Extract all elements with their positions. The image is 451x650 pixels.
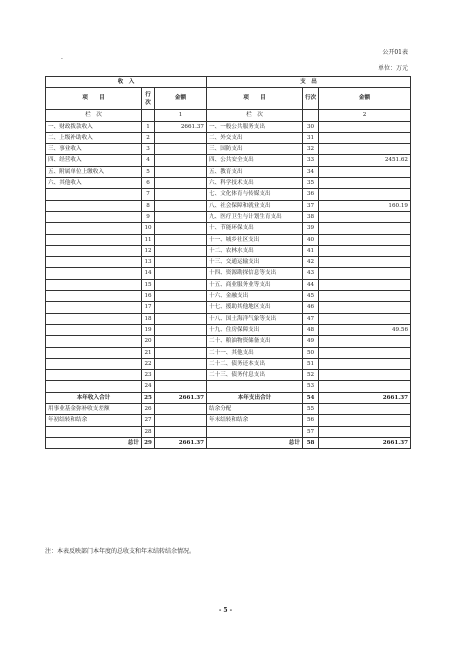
expense-amount-cell (319, 426, 411, 437)
expense-row-number: 34 (303, 166, 319, 177)
income-item-cell: 六、其他收入 (46, 178, 142, 189)
expense-row-number: 48 (303, 324, 319, 335)
income-row-number: 16 (142, 291, 155, 302)
corner-mark: . (61, 54, 63, 61)
expense-row-number: 37 (303, 200, 319, 211)
table-row (46, 268, 411, 279)
table-row (46, 404, 411, 415)
income-item-cell (46, 313, 142, 324)
expense-row-header: 行次 (303, 88, 319, 110)
income-amount-cell (155, 404, 207, 415)
income-amount-cell (155, 166, 207, 177)
expense-row-number: 41 (303, 245, 319, 256)
expense-lanci-label: 栏 次 (207, 110, 303, 121)
income-row-number: 7 (142, 189, 155, 200)
income-row-number: 10 (142, 223, 155, 234)
expense-amount-cell (319, 189, 411, 200)
expense-amount-cell (319, 268, 411, 279)
income-amount-cell (155, 358, 207, 369)
expense-amount-cell (319, 347, 411, 358)
income-amount-cell: 2661.37 (155, 392, 207, 403)
income-amount-cell (155, 426, 207, 437)
expense-item-header: 项 目 (207, 88, 303, 110)
income-amount-cell (155, 132, 207, 143)
income-row-number: 19 (142, 324, 155, 335)
income-item-cell (46, 302, 142, 313)
table-row (46, 415, 411, 426)
table-row (46, 324, 411, 335)
lanci-row (46, 110, 411, 121)
income-row-number: 17 (142, 302, 155, 313)
table-row (46, 245, 411, 256)
income-lanci-blank (142, 110, 155, 121)
income-amount-cell (155, 313, 207, 324)
table-row (46, 234, 411, 245)
income-row-number: 8 (142, 200, 155, 211)
income-item-cell (46, 324, 142, 335)
table-row (46, 178, 411, 189)
expense-row-number: 54 (303, 392, 319, 403)
income-item-cell (46, 234, 142, 245)
income-amount-cell (155, 257, 207, 268)
expense-row-number: 31 (303, 132, 319, 143)
income-item-cell (46, 223, 142, 234)
table-row (46, 155, 411, 166)
form-number: 公开01表 (382, 49, 408, 56)
expense-amount-cell (319, 121, 411, 132)
income-row-number: 24 (142, 381, 155, 392)
expense-row-number: 40 (303, 234, 319, 245)
income-row-number: 21 (142, 347, 155, 358)
expense-row-number: 32 (303, 144, 319, 155)
expense-amount-cell (319, 166, 411, 177)
income-item-header: 项 目 (46, 88, 142, 110)
expense-amount-cell (319, 132, 411, 143)
income-amount-cell (155, 324, 207, 335)
expense-item-cell: 十八、国土海洋气象等支出 (207, 313, 303, 324)
expense-amount-cell (319, 257, 411, 268)
income-row-number: 20 (142, 336, 155, 347)
expense-item-cell: 本年支出合计 (207, 392, 303, 403)
income-item-cell (46, 268, 142, 279)
income-row-number: 12 (142, 245, 155, 256)
table-row (46, 358, 411, 369)
expense-item-cell: 六、科学技术支出 (207, 178, 303, 189)
expense-amount-cell (319, 358, 411, 369)
page-number: - 5 - (218, 607, 233, 614)
income-item-cell (46, 257, 142, 268)
expense-item-cell: 总计 (207, 437, 303, 448)
income-amount-cell (155, 144, 207, 155)
expense-item-cell: 一、一般公共服务支出 (207, 121, 303, 132)
income-amount-cell (155, 381, 207, 392)
expense-row-number: 38 (303, 211, 319, 222)
income-lanci-number: 1 (155, 110, 207, 121)
expense-row-number: 47 (303, 313, 319, 324)
income-item-cell: 年初结转和结余 (46, 415, 142, 426)
income-amount-cell: 2661.37 (155, 121, 207, 132)
income-item-cell: 用事业基金弥补收支差额 (46, 404, 142, 415)
expense-item-cell: 十、节能环保支出 (207, 223, 303, 234)
income-amount-cell (155, 211, 207, 222)
expense-row-number: 55 (303, 404, 319, 415)
table-row (46, 144, 411, 155)
expense-row-number: 57 (303, 426, 319, 437)
expense-amount-cell (319, 415, 411, 426)
income-amount-cell (155, 155, 207, 166)
income-item-cell (46, 336, 142, 347)
income-amount-cell (155, 291, 207, 302)
income-amount-cell (155, 415, 207, 426)
expense-row-number: 56 (303, 415, 319, 426)
income-item-cell (46, 358, 142, 369)
expense-row-number: 35 (303, 178, 319, 189)
expense-item-cell: 二十二、债务还本支出 (207, 358, 303, 369)
expense-amount-cell: 160.19 (319, 200, 411, 211)
expense-item-cell: 结余分配 (207, 404, 303, 415)
income-row-number: 15 (142, 279, 155, 290)
table-note: 注：本表反映部门本年度的总收支和年末结转结余情况。 (45, 548, 196, 555)
expense-amount-cell (319, 279, 411, 290)
income-row-number: 2 (142, 132, 155, 143)
income-amount-cell (155, 347, 207, 358)
expense-amount-cell: 2661.37 (319, 392, 411, 403)
table-row (46, 426, 411, 437)
expense-item-cell: 十六、金融支出 (207, 291, 303, 302)
expense-lanci-number: 2 (319, 110, 411, 121)
expense-amount-cell (319, 211, 411, 222)
income-item-cell (46, 347, 142, 358)
expense-row-number: 51 (303, 358, 319, 369)
table-row (46, 392, 411, 403)
income-amount-cell (155, 178, 207, 189)
table-row (46, 437, 411, 448)
income-row-number: 25 (142, 392, 155, 403)
income-row-number: 27 (142, 415, 155, 426)
table-row (46, 381, 411, 392)
table-row (46, 370, 411, 381)
expense-lanci-blank (303, 110, 319, 121)
expense-row-number: 49 (303, 336, 319, 347)
unit-label: 单位：万元 (377, 65, 408, 72)
income-row-number: 26 (142, 404, 155, 415)
income-item-cell: 三、事业收入 (46, 144, 142, 155)
income-row-number: 11 (142, 234, 155, 245)
expense-amount-cell (319, 234, 411, 245)
income-item-cell: 二、上级补助收入 (46, 132, 142, 143)
income-amount-cell (155, 245, 207, 256)
expense-item-cell: 二、外交支出 (207, 132, 303, 143)
expense-item-cell (207, 426, 303, 437)
income-amount-cell (155, 370, 207, 381)
income-item-cell: 一、财政拨款收入 (46, 121, 142, 132)
table-row (46, 336, 411, 347)
table-row (46, 189, 411, 200)
expense-item-cell: 二十、粮油物资储备支出 (207, 336, 303, 347)
income-row-number: 23 (142, 370, 155, 381)
income-amount-cell (155, 336, 207, 347)
expense-amount-cell: 2661.37 (319, 437, 411, 448)
income-item-cell: 五、附属单位上缴收入 (46, 166, 142, 177)
income-row-number: 4 (142, 155, 155, 166)
income-row-number: 5 (142, 166, 155, 177)
expense-item-cell: 五、教育支出 (207, 166, 303, 177)
expense-amount-cell: 49.56 (319, 324, 411, 335)
income-item-cell (46, 291, 142, 302)
table-row (46, 121, 411, 132)
table-row (46, 211, 411, 222)
income-row-number: 13 (142, 257, 155, 268)
expense-item-cell: 十五、商业服务业等支出 (207, 279, 303, 290)
income-row-number: 9 (142, 211, 155, 222)
income-amount-cell (155, 279, 207, 290)
expense-row-number: 46 (303, 302, 319, 313)
income-item-cell (46, 279, 142, 290)
expense-item-cell: 十四、资源勘探信息等支出 (207, 268, 303, 279)
income-section-header: 收 入 (46, 77, 207, 88)
expense-amount-header: 金额 (319, 88, 411, 110)
expense-amount-cell (319, 291, 411, 302)
expense-amount-cell (319, 336, 411, 347)
income-expense-table (45, 76, 411, 449)
income-row-number: 29 (142, 437, 155, 448)
section-header-row (46, 77, 411, 88)
expense-amount-cell (319, 178, 411, 189)
income-item-cell: 四、经营收入 (46, 155, 142, 166)
table-row (46, 200, 411, 211)
income-item-cell (46, 200, 142, 211)
table-row (46, 302, 411, 313)
expense-item-cell: 十一、城乡社区支出 (207, 234, 303, 245)
expense-row-number: 52 (303, 370, 319, 381)
income-amount-cell (155, 189, 207, 200)
expense-amount-cell (319, 245, 411, 256)
income-item-cell: 总计 (46, 437, 142, 448)
income-row-number: 22 (142, 358, 155, 369)
table-row (46, 347, 411, 358)
table-row (46, 313, 411, 324)
expense-amount-cell (319, 144, 411, 155)
table-row (46, 279, 411, 290)
expense-amount-cell (319, 302, 411, 313)
expense-row-number: 44 (303, 279, 319, 290)
expense-section-header: 支 出 (207, 77, 411, 88)
expense-item-cell: 十三、交通运输支出 (207, 257, 303, 268)
expense-amount-cell: 2451.62 (319, 155, 411, 166)
income-row-header: 行次 (142, 88, 155, 110)
expense-row-number: 42 (303, 257, 319, 268)
expense-item-cell: 九、医疗卫生与计划生育支出 (207, 211, 303, 222)
expense-row-number: 39 (303, 223, 319, 234)
table-row (46, 132, 411, 143)
column-header-row (46, 88, 411, 110)
expense-amount-cell (319, 381, 411, 392)
expense-amount-cell (319, 223, 411, 234)
income-amount-cell: 2661.37 (155, 437, 207, 448)
income-amount-cell (155, 234, 207, 245)
expense-item-cell: 四、公共安全支出 (207, 155, 303, 166)
table-row (46, 291, 411, 302)
expense-amount-cell (319, 370, 411, 381)
expense-item-cell: 二十三、债务付息支出 (207, 370, 303, 381)
income-item-cell (46, 426, 142, 437)
expense-row-number: 33 (303, 155, 319, 166)
expense-item-cell: 十七、援助其他地区支出 (207, 302, 303, 313)
expense-item-cell: 三、国防支出 (207, 144, 303, 155)
income-row-number: 28 (142, 426, 155, 437)
expense-row-number: 50 (303, 347, 319, 358)
income-item-cell (46, 189, 142, 200)
income-item-cell (46, 245, 142, 256)
table-row (46, 257, 411, 268)
expense-row-number: 45 (303, 291, 319, 302)
expense-item-cell: 十九、住房保障支出 (207, 324, 303, 335)
income-amount-cell (155, 223, 207, 234)
income-amount-header: 金额 (155, 88, 207, 110)
expense-row-number: 43 (303, 268, 319, 279)
expense-item-cell: 八、社会保障和就业支出 (207, 200, 303, 211)
income-amount-cell (155, 200, 207, 211)
income-amount-cell (155, 302, 207, 313)
income-row-number: 14 (142, 268, 155, 279)
expense-item-cell (207, 381, 303, 392)
income-row-number: 3 (142, 144, 155, 155)
income-amount-cell (155, 268, 207, 279)
expense-item-cell: 十二、农林水支出 (207, 245, 303, 256)
expense-row-number: 30 (303, 121, 319, 132)
income-row-number: 6 (142, 178, 155, 189)
income-row-number: 1 (142, 121, 155, 132)
income-row-number: 18 (142, 313, 155, 324)
expense-row-number: 53 (303, 381, 319, 392)
expense-item-cell: 二十一、其他支出 (207, 347, 303, 358)
table-row (46, 166, 411, 177)
expense-amount-cell (319, 404, 411, 415)
expense-item-cell: 年末结转和结余 (207, 415, 303, 426)
expense-item-cell: 七、文化体育与传媒支出 (207, 189, 303, 200)
income-item-cell (46, 381, 142, 392)
income-item-cell (46, 370, 142, 381)
expense-amount-cell (319, 313, 411, 324)
table-row (46, 223, 411, 234)
expense-row-number: 58 (303, 437, 319, 448)
income-item-cell (46, 211, 142, 222)
income-item-cell: 本年收入合计 (46, 392, 142, 403)
income-lanci-label: 栏 次 (46, 110, 142, 121)
expense-row-number: 36 (303, 189, 319, 200)
